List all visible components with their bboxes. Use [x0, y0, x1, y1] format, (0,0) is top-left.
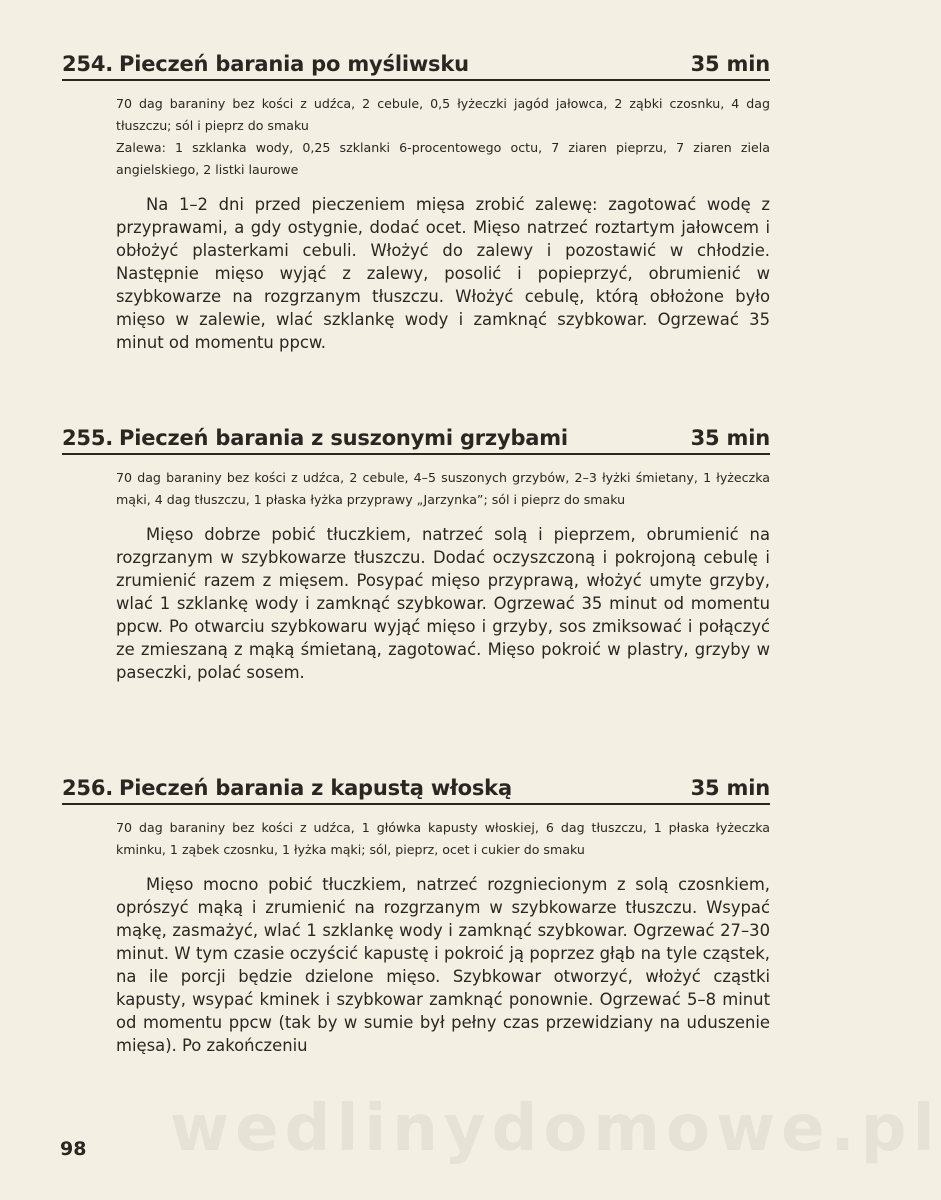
recipe-256 — [62, 776, 770, 1057]
ingredients-line: 70 dag baraniny bez kości z udźca, 2 cebule, 4–5 suszonych grzybów, 2–3 łyżki śmietany, 1 łyżeczka mąki, 4 dag tłuszczu, 1 płaska łyżka przyprawy „Jarzynka”; sól i pieprz do smaku — [116, 470, 770, 507]
ingredients-line: 70 dag baraniny bez kości z udźca, 2 cebule, 0,5 łyżeczki jagód jałowca, 2 ząbki czosnku, 4 dag tłuszczu; sól i pieprz do smaku — [116, 96, 770, 133]
recipe-number: 255. — [62, 426, 114, 450]
recipe-number: 256. — [62, 776, 114, 800]
ingredients — [116, 817, 770, 861]
instructions: Na 1–2 dni przed pieczeniem mięsa zrobić zalewę: zagotować wodę z przyprawami, a gdy ostygnie, dodać ocet. Mięso natrzeć roztartym jałowcem i obłożyć plasterkami cebuli. Włożyć do zalewy i pozostawić w chłodzie. Następnie mięso wyjąć z zalewy, posolić i popieprzyć, obrumienić w szybkowarze na rozgrzanym tłuszczu. Włożyć cebulę, którą obłożone było mięso w zalewie, wlać szklankę wody i zamknąć szybkowar. Ogrzewać 35 minut od momentu ppcw. — [116, 195, 770, 352]
recipe-254 — [62, 52, 770, 354]
marinade-line: Zalewa: 1 szklanka wody, 0,25 szklanki 6-procentowego octu, 7 ziaren pieprzu, 7 ziaren ziela angielskiego, 2 listki laurowe — [116, 140, 770, 177]
recipe-255 — [62, 426, 770, 684]
watermark: wedlinydomowe.pl — [170, 1092, 941, 1166]
recipe-time: 35 min — [690, 776, 770, 800]
ingredients — [116, 467, 770, 511]
recipe-heading — [62, 426, 770, 455]
recipe-title: Pieczeń barania po myśliwsku — [119, 52, 469, 76]
ingredients — [116, 93, 770, 181]
recipe-heading — [62, 776, 770, 805]
recipe-title: Pieczeń barania z suszonymi grzybami — [119, 426, 568, 450]
instructions: Mięso mocno pobić tłuczkiem, natrzeć rozgniecionym z solą czosnkiem, oprószyć mąką i zrumienić na rozgrzanym w szybkowarze tłuszczu. Wsypać mąkę, zasmażyć, wlać 1 szklankę wody i zamknąć szybkowar. Ogrzewać 27–30 minut. W tym czasie oczyścić kapustę i pokroić ją poprzez głąb na tyle cząstek, na ile porcji będzie dzielone mięso. Szybkowar otworzyć, włożyć cząstki kapusty, wsypać kminek i szybkowar zamknąć ponownie. Ogrzewać 5–8 minut od momentu ppcw (tak by w sumie był pełny czas przewidziany na uduszenie mięsa). Po zakończeniu — [116, 875, 770, 1055]
recipe-time: 35 min — [690, 426, 770, 450]
page-number: 98 — [60, 1138, 87, 1160]
recipe-title: Pieczeń barania z kapustą włoską — [119, 776, 512, 800]
ingredients-line: 70 dag baraniny bez kości z udźca, 1 główka kapusty włoskiej, 6 dag tłuszczu, 1 płaska łyżeczka kminku, 1 ząbek czosnku, 1 łyżka mąki; sól, pieprz, ocet i cukier do smaku — [116, 820, 770, 857]
recipe-number: 254. — [62, 52, 114, 76]
instructions: Mięso dobrze pobić tłuczkiem, natrzeć solą i pieprzem, obrumienić na rozgrzanym w szybkowarze tłuszczu. Dodać oczyszczoną i pokrojoną cebulę i zrumienić razem z mięsem. Posypać mięso przyprawą, włożyć umyte grzyby, wlać 1 szklankę wody i zamknąć szybkowar. Ogrzewać 35 minut od momentu ppcw. Po otwarciu szybkowaru wyjąć mięso i grzyby, sos zmiksować i połączyć ze zmieszaną z mąką śmietaną, zagotować. Mięso pokroić w plastry, grzyby w paseczki, polać sosem. — [116, 525, 770, 682]
recipe-time: 35 min — [690, 52, 770, 76]
recipe-heading — [62, 52, 770, 81]
